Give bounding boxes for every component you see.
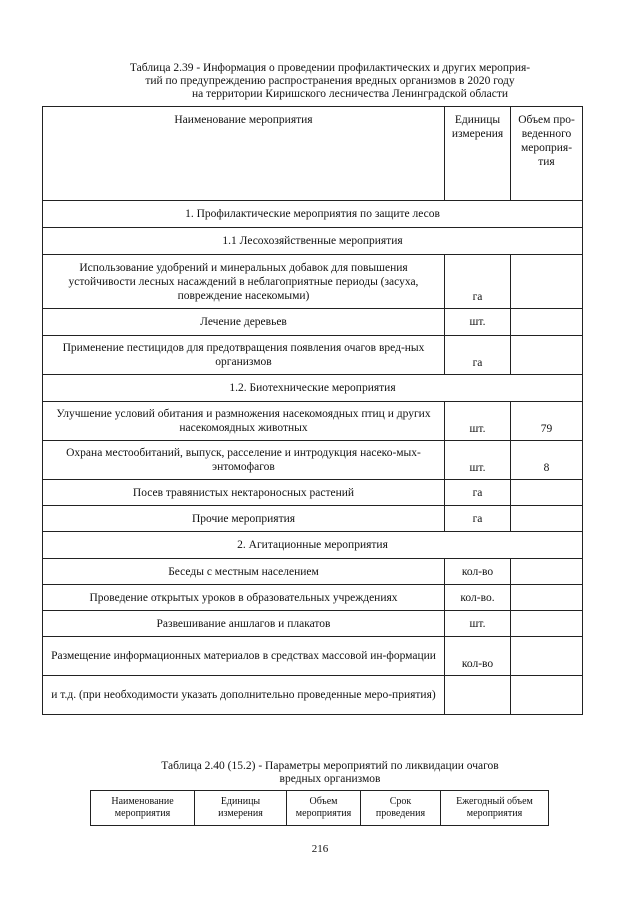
header-cell: Ежегодный объем мероприятия xyxy=(441,791,549,826)
table-row xyxy=(43,676,583,715)
measure-name: Охрана местообитаний, выпуск, расселение и интродукция насеко-мых-энтомофагов xyxy=(43,441,445,480)
measure-unit: шт. xyxy=(445,402,511,441)
measure-name: Прочие мероприятия xyxy=(43,506,445,532)
measure-unit: кол-во xyxy=(445,559,511,585)
section-row xyxy=(43,375,583,402)
caption-line: вредных организмов xyxy=(279,773,381,785)
table-row xyxy=(43,336,583,375)
header-cell: Срок проведения xyxy=(361,791,441,826)
table-row xyxy=(43,402,583,441)
measure-value xyxy=(511,637,583,676)
measure-name: Беседы с местным населением xyxy=(43,559,445,585)
measure-value xyxy=(511,559,583,585)
section-title: 1.1 Лесохозяйственные мероприятия xyxy=(43,228,583,255)
header-cell: Наименование мероприятия xyxy=(91,791,195,826)
caption-line: Таблица 2.40 (15.2) - Параметры мероприятий по ликвидации очагов xyxy=(161,760,499,772)
header-cell: Единицы измерения xyxy=(445,107,511,201)
measure-unit: га xyxy=(445,506,511,532)
header-cell: Наименование мероприятия xyxy=(43,107,445,201)
measures-table xyxy=(42,106,583,715)
section-title: 2. Агитационные мероприятия xyxy=(43,532,583,559)
table-row xyxy=(43,255,583,309)
caption-line: на территории Киришского лесничества Ленинградской области xyxy=(191,88,509,100)
section-title: 1. Профилактические мероприятия по защите лесов xyxy=(43,201,583,228)
measure-value xyxy=(511,336,583,375)
measure-unit: шт. xyxy=(445,441,511,480)
measure-unit xyxy=(445,676,511,715)
section-row xyxy=(43,532,583,559)
table-row xyxy=(43,309,583,336)
table-row xyxy=(43,506,583,532)
measure-name: Проведение открытых уроков в образовательных учреждениях xyxy=(43,585,445,611)
measure-value xyxy=(511,255,583,309)
header-row xyxy=(43,107,583,201)
measure-unit: га xyxy=(445,336,511,375)
measure-name: Улучшение условий обитания и размножения насекомоядных птиц и других насекомоядных животных xyxy=(43,402,445,441)
measure-name: и т.д. (при необходимости указать дополнительно проведенные меро-приятия) xyxy=(43,676,445,715)
measure-unit: шт. xyxy=(445,309,511,336)
measure-unit: кол-во xyxy=(445,637,511,676)
measure-value xyxy=(511,676,583,715)
header-cell: Объем мероприятия xyxy=(287,791,361,826)
parameters-table xyxy=(90,790,549,826)
measure-value xyxy=(511,309,583,336)
header-cell: Единицы измерения xyxy=(195,791,287,826)
measure-unit: кол-во. xyxy=(445,585,511,611)
measure-name: Размещение информационных материалов в средствах массовой ин-формации xyxy=(43,637,445,676)
caption-line: тий по предупреждению распространения вредных организмов в 2020 году xyxy=(145,75,515,87)
header-cell: Объем про-веденного мероприя-тия xyxy=(511,107,583,201)
page-number: 216 xyxy=(311,843,329,855)
measure-value xyxy=(511,506,583,532)
measure-value xyxy=(511,611,583,637)
measure-value: 79 xyxy=(511,402,583,441)
measure-name: Использование удобрений и минеральных добавок для повышения устойчивости лесных насаждений в неблагоприятные периоды (засуха, повреждение насекомыми) xyxy=(43,255,445,309)
measure-value xyxy=(511,585,583,611)
measure-value xyxy=(511,480,583,506)
header-row xyxy=(91,791,549,826)
measure-unit: га xyxy=(445,480,511,506)
section-row xyxy=(43,201,583,228)
table-caption xyxy=(80,62,580,101)
caption-line: Таблица 2.39 - Информация о проведении профилактических и других мероприя- xyxy=(129,62,531,74)
measure-unit: шт. xyxy=(445,611,511,637)
table-row xyxy=(43,559,583,585)
section-title: 1.2. Биотехнические мероприятия xyxy=(43,375,583,402)
measure-name: Лечение деревьев xyxy=(43,309,445,336)
measure-name: Применение пестицидов для предотвращения появления очагов вред-ных организмов xyxy=(43,336,445,375)
measure-value: 8 xyxy=(511,441,583,480)
table-caption xyxy=(80,760,580,786)
section-row xyxy=(43,228,583,255)
measure-name: Посев травянистых нектароносных растений xyxy=(43,480,445,506)
table-row xyxy=(43,611,583,637)
table-row xyxy=(43,637,583,676)
measure-unit: га xyxy=(445,255,511,309)
table-row xyxy=(43,441,583,480)
measure-name: Развешивание аншлагов и плакатов xyxy=(43,611,445,637)
table-row xyxy=(43,480,583,506)
table-row xyxy=(43,585,583,611)
